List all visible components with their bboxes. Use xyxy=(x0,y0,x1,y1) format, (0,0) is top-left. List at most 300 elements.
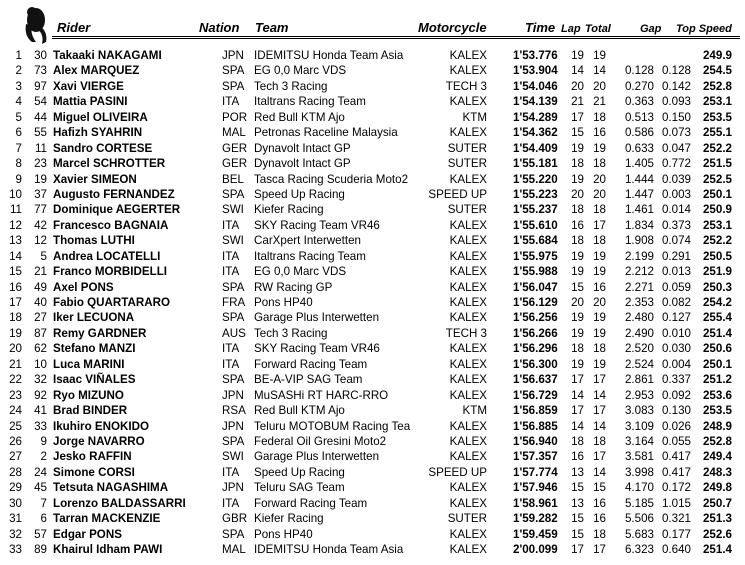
cell-pos: 28 xyxy=(9,465,22,479)
header-time: Time xyxy=(525,20,556,35)
cell-moto: KALEX xyxy=(449,218,487,232)
table-row xyxy=(0,280,745,295)
cell-team: Dynavolt Intact GP xyxy=(254,157,351,171)
cell-tot: 19 xyxy=(593,141,606,155)
cell-gap: 1.444 xyxy=(624,172,654,186)
cell-moto: KTM xyxy=(462,404,487,418)
table-row xyxy=(0,542,745,557)
cell-time: 1'55.181 xyxy=(513,157,558,171)
cell-moto: TECH 3 xyxy=(445,79,487,93)
cell-rider: Remy GARDNER xyxy=(53,326,147,340)
cell-tot: 19 xyxy=(593,265,606,279)
cell-time: 1'56.859 xyxy=(513,404,558,418)
cell-gap: 2.861 xyxy=(624,373,654,387)
cell-lap: 14 xyxy=(571,388,584,402)
cell-time: 1'57.946 xyxy=(513,481,558,495)
cell-nat: SPA xyxy=(222,373,245,387)
cell-speed: 250.3 xyxy=(702,280,732,294)
cell-gap2: 0.092 xyxy=(661,388,691,402)
cell-num: 6 xyxy=(40,512,47,526)
cell-num: 30 xyxy=(34,49,47,62)
cell-team: Tech 3 Racing xyxy=(254,326,328,340)
cell-lap: 13 xyxy=(571,465,584,479)
cell-rider: Tetsuta NAGASHIMA xyxy=(53,481,169,495)
cell-gap2: 0.004 xyxy=(661,357,691,371)
cell-time: 1'58.961 xyxy=(513,496,558,510)
cell-gap: 3.164 xyxy=(624,434,654,448)
cell-gap: 1.447 xyxy=(624,187,654,201)
cell-lap: 13 xyxy=(571,496,584,510)
cell-time: 1'54.289 xyxy=(513,110,558,124)
cell-pos: 32 xyxy=(9,527,22,541)
cell-rider: Isaac VIÑALES xyxy=(53,373,136,387)
cell-time: 2'00.099 xyxy=(513,543,558,556)
cell-gap: 5.185 xyxy=(624,496,654,510)
cell-speed: 251.4 xyxy=(702,326,732,340)
cell-gap: 1.461 xyxy=(624,203,654,217)
cell-gap: 5.506 xyxy=(624,512,654,526)
cell-rider: Thomas LUTHI xyxy=(53,234,135,248)
cell-tot: 17 xyxy=(593,373,606,387)
cell-speed: 253.5 xyxy=(702,110,732,124)
cell-time: 1'53.776 xyxy=(513,49,558,62)
table-row xyxy=(0,187,745,202)
cell-gap2: 0.128 xyxy=(661,64,691,78)
cell-num: 2 xyxy=(40,450,47,464)
cell-pos: 15 xyxy=(9,265,22,279)
cell-gap: 2.490 xyxy=(624,326,654,340)
cell-pos: 29 xyxy=(9,481,22,495)
cell-num: 57 xyxy=(34,527,47,541)
cell-gap: 5.683 xyxy=(624,527,654,541)
cell-time: 1'56.637 xyxy=(513,373,558,387)
cell-time: 1'54.409 xyxy=(513,141,558,155)
cell-gap: 2.524 xyxy=(624,357,654,371)
cell-speed: 248.3 xyxy=(702,465,732,479)
cell-rider: Axel PONS xyxy=(53,280,114,294)
table-row xyxy=(0,341,745,356)
cell-lap: 19 xyxy=(571,326,584,340)
cell-lap: 15 xyxy=(571,126,584,140)
cell-tot: 19 xyxy=(593,357,606,371)
cell-gap: 3.581 xyxy=(624,450,654,464)
cell-moto: KALEX xyxy=(449,249,487,263)
cell-gap2: 0.172 xyxy=(661,481,691,495)
cell-gap: 0.363 xyxy=(624,95,654,109)
cell-gap2: 0.047 xyxy=(661,141,691,155)
cell-lap: 15 xyxy=(571,527,584,541)
cell-num: 54 xyxy=(34,95,47,109)
cell-moto: KALEX xyxy=(449,296,487,309)
cell-moto: KALEX xyxy=(449,311,487,325)
cell-gap: 0.270 xyxy=(624,79,654,93)
cell-rider: Dominique AEGERTER xyxy=(53,203,181,217)
cell-nat: FRA xyxy=(222,296,246,309)
cell-team: SKY Racing Team VR46 xyxy=(254,342,380,356)
cell-speed: 251.4 xyxy=(702,543,732,556)
cell-nat: RSA xyxy=(222,404,246,418)
cell-rider: Xavi VIERGE xyxy=(53,79,124,93)
cell-num: 23 xyxy=(34,157,47,171)
cell-pos: 18 xyxy=(9,311,22,325)
cell-tot: 17 xyxy=(593,404,606,418)
table-row xyxy=(0,94,745,109)
cell-tot: 18 xyxy=(593,110,606,124)
cell-num: 73 xyxy=(34,64,47,78)
cell-time: 1'56.940 xyxy=(513,434,558,448)
cell-tot: 18 xyxy=(593,234,606,248)
cell-num: 21 xyxy=(34,265,47,279)
cell-team: IDEMITSU Honda Team Asia xyxy=(254,543,404,556)
cell-moto: KALEX xyxy=(449,342,487,356)
cell-rider: Iker LECUONA xyxy=(53,311,135,325)
cell-team: Red Bull KTM Ajo xyxy=(254,110,345,124)
cell-lap: 21 xyxy=(571,95,584,109)
cell-num: 45 xyxy=(34,481,47,495)
cell-team: BE-A-VIP SAG Team xyxy=(254,373,363,387)
table-row xyxy=(0,233,745,248)
cell-pos: 27 xyxy=(9,450,22,464)
cell-lap: 18 xyxy=(571,203,584,217)
cell-team: Tech 3 Racing xyxy=(254,79,328,93)
cell-lap: 17 xyxy=(571,373,584,387)
cell-time: 1'55.975 xyxy=(513,249,558,263)
cell-nat: MAL xyxy=(222,126,246,140)
cell-num: 12 xyxy=(34,234,47,248)
cell-num: 42 xyxy=(34,218,47,232)
table-row xyxy=(0,63,745,78)
cell-gap: 2.953 xyxy=(624,388,654,402)
cell-rider: Francesco BAGNAIA xyxy=(53,218,169,232)
table-row xyxy=(0,511,745,526)
cell-lap: 16 xyxy=(571,218,584,232)
cell-tot: 16 xyxy=(593,512,606,526)
cell-team: Speed Up Racing xyxy=(254,187,345,201)
cell-gap: 1.834 xyxy=(624,218,654,232)
cell-team: Forward Racing Team xyxy=(254,496,368,510)
header-motorcycle: Motorcycle xyxy=(418,20,487,35)
cell-lap: 18 xyxy=(571,434,584,448)
cell-gap: 2.199 xyxy=(624,249,654,263)
cell-gap2: 0.013 xyxy=(661,265,691,279)
cell-time: 1'56.129 xyxy=(513,296,558,309)
cell-time: 1'59.282 xyxy=(513,512,558,526)
table-row xyxy=(0,357,745,372)
cell-lap: 19 xyxy=(571,311,584,325)
cell-team: Garage Plus Interwetten xyxy=(254,311,380,325)
cell-gap2: 0.142 xyxy=(661,79,691,93)
cell-gap2: 0.055 xyxy=(661,434,691,448)
cell-time: 1'55.684 xyxy=(513,234,558,248)
cell-lap: 17 xyxy=(571,110,584,124)
cell-team: Federal Oil Gresini Moto2 xyxy=(254,434,387,448)
header-divider-secondary xyxy=(52,38,740,39)
results-table xyxy=(0,48,745,557)
cell-moto: KALEX xyxy=(449,234,487,248)
cell-moto: SUTER xyxy=(447,157,487,171)
cell-rider: Miguel OLIVEIRA xyxy=(53,110,148,124)
cell-team: Pons HP40 xyxy=(254,527,313,541)
cell-nat: MAL xyxy=(222,543,246,556)
cell-lap: 15 xyxy=(571,280,584,294)
cell-tot: 17 xyxy=(593,218,606,232)
cell-gap: 1.908 xyxy=(624,234,654,248)
table-row xyxy=(0,264,745,279)
cell-nat: SWI xyxy=(222,450,244,464)
cell-gap: 4.170 xyxy=(624,481,654,495)
cell-num: 19 xyxy=(34,172,47,186)
cell-time: 1'56.296 xyxy=(513,342,558,356)
header-total: Total xyxy=(585,23,611,35)
cell-speed: 251.5 xyxy=(702,157,732,171)
cell-speed: 253.6 xyxy=(702,388,732,402)
cell-pos: 20 xyxy=(9,342,22,356)
cell-time: 1'55.610 xyxy=(513,218,558,232)
cell-lap: 20 xyxy=(571,79,584,93)
cell-rider: Khairul Idham PAWI xyxy=(53,543,163,556)
header-gap: Gap xyxy=(640,23,662,35)
cell-num: 11 xyxy=(34,141,47,155)
cell-time: 1'54.139 xyxy=(513,95,558,109)
cell-gap2: 0.039 xyxy=(661,172,691,186)
cell-team: Petronas Raceline Malaysia xyxy=(254,126,398,140)
table-row xyxy=(0,419,745,434)
cell-lap: 19 xyxy=(571,249,584,263)
cell-team: MuSASHi RT HARC-RRO xyxy=(254,388,389,402)
cell-num: 24 xyxy=(34,465,47,479)
cell-nat: SWI xyxy=(222,234,244,248)
cell-speed: 250.6 xyxy=(702,342,732,356)
header-top-speed: Top Speed xyxy=(676,23,732,35)
cell-num: 92 xyxy=(34,388,47,402)
table-row xyxy=(0,403,745,418)
cell-pos: 3 xyxy=(15,79,22,93)
cell-team: Dynavolt Intact GP xyxy=(254,141,351,155)
cell-rider: Lorenzo BALDASSARRI xyxy=(53,496,186,510)
cell-team: Teluru MOTOBUM Racing Tea xyxy=(254,419,411,433)
cell-gap2: 0.417 xyxy=(661,465,691,479)
cell-speed: 255.4 xyxy=(702,311,732,325)
cell-pos: 9 xyxy=(15,172,22,186)
cell-team: Kiefer Racing xyxy=(254,512,324,526)
cell-pos: 33 xyxy=(9,543,22,556)
cell-num: 77 xyxy=(34,203,47,217)
cell-rider: Tarran MACKENZIE xyxy=(53,512,161,526)
cell-moto: KALEX xyxy=(449,357,487,371)
cell-moto: KALEX xyxy=(449,280,487,294)
cell-pos: 22 xyxy=(9,373,22,387)
cell-pos: 4 xyxy=(15,95,22,109)
cell-tot: 18 xyxy=(593,434,606,448)
cell-gap: 1.405 xyxy=(624,157,654,171)
cell-gap: 0.128 xyxy=(624,64,654,78)
cell-gap: 2.520 xyxy=(624,342,654,356)
cell-nat: ITA xyxy=(222,342,240,356)
cell-speed: 252.2 xyxy=(702,234,732,248)
cell-moto: KALEX xyxy=(449,265,487,279)
cell-pos: 13 xyxy=(9,234,22,248)
cell-moto: KALEX xyxy=(449,126,487,140)
cell-num: 7 xyxy=(40,496,47,510)
cell-pos: 31 xyxy=(9,512,22,526)
table-row xyxy=(0,496,745,511)
cell-gap2: 0.059 xyxy=(661,280,691,294)
cell-tot: 20 xyxy=(593,79,606,93)
cell-team: Tasca Racing Scuderia Moto2 xyxy=(254,172,409,186)
cell-rider: Marcel SCHROTTER xyxy=(53,157,166,171)
cell-num: 33 xyxy=(34,419,47,433)
cell-moto: KALEX xyxy=(449,450,487,464)
cell-rider: Ryo MIZUNO xyxy=(53,388,124,402)
cell-tot: 19 xyxy=(593,326,606,340)
cell-lap: 14 xyxy=(571,419,584,433)
cell-pos: 1 xyxy=(15,49,22,62)
header-rider: Rider xyxy=(57,20,91,35)
cell-nat: GER xyxy=(222,157,248,171)
cell-team: Teluru SAG Team xyxy=(254,481,345,495)
cell-gap: 2.212 xyxy=(624,265,654,279)
cell-nat: SPA xyxy=(222,311,245,325)
cell-nat: GER xyxy=(222,141,248,155)
cell-pos: 21 xyxy=(9,357,22,371)
cell-nat: JPN xyxy=(222,49,244,62)
cell-speed: 249.9 xyxy=(702,49,732,62)
cell-speed: 250.7 xyxy=(702,496,732,510)
table-row xyxy=(0,48,745,63)
cell-time: 1'56.729 xyxy=(513,388,558,402)
cell-moto: KTM xyxy=(462,110,487,124)
cell-rider: Xavier SIMEON xyxy=(53,172,137,186)
header-team: Team xyxy=(255,20,289,35)
cell-lap: 18 xyxy=(571,342,584,356)
cell-time: 1'54.046 xyxy=(513,79,558,93)
header-nation: Nation xyxy=(199,20,240,35)
cell-num: 9 xyxy=(40,434,47,448)
header-lap: Lap xyxy=(561,23,581,35)
cell-nat: AUS xyxy=(222,326,246,340)
cell-nat: SPA xyxy=(222,79,245,93)
cell-pos: 24 xyxy=(9,404,22,418)
table-row xyxy=(0,141,745,156)
table-row xyxy=(0,156,745,171)
cell-team: Garage Plus Interwetten xyxy=(254,450,380,464)
cell-gap2: 0.127 xyxy=(661,311,691,325)
cell-team: Italtrans Racing Team xyxy=(254,249,366,263)
cell-tot: 19 xyxy=(593,311,606,325)
cell-tot: 16 xyxy=(593,280,606,294)
cell-rider: Hafizh SYAHRIN xyxy=(53,126,143,140)
cell-tot: 20 xyxy=(593,187,606,201)
cell-moto: KALEX xyxy=(449,373,487,387)
cell-lap: 19 xyxy=(571,172,584,186)
table-row xyxy=(0,480,745,495)
cell-gap2: 0.291 xyxy=(661,249,691,263)
cell-pos: 10 xyxy=(9,187,22,201)
cell-time: 1'57.774 xyxy=(513,465,558,479)
cell-time: 1'55.223 xyxy=(513,187,558,201)
cell-speed: 253.1 xyxy=(702,95,732,109)
cell-moto: KALEX xyxy=(449,527,487,541)
cell-nat: ITA xyxy=(222,465,240,479)
cell-rider: Andrea LOCATELLI xyxy=(53,249,161,263)
cell-pos: 30 xyxy=(9,496,22,510)
cell-lap: 17 xyxy=(571,404,584,418)
cell-moto: KALEX xyxy=(449,496,487,510)
cell-speed: 252.8 xyxy=(702,434,732,448)
cell-speed: 252.2 xyxy=(702,141,732,155)
cell-num: 32 xyxy=(34,373,47,387)
cell-pos: 6 xyxy=(15,126,22,140)
cell-time: 1'55.220 xyxy=(513,172,558,186)
cell-rider: Jesko RAFFIN xyxy=(53,450,132,464)
cell-tot: 20 xyxy=(593,172,606,186)
cell-nat: ITA xyxy=(222,218,240,232)
cell-tot: 18 xyxy=(593,342,606,356)
cell-rider: Edgar PONS xyxy=(53,527,122,541)
table-row xyxy=(0,449,745,464)
cell-gap2: 1.015 xyxy=(661,496,691,510)
cell-num: 37 xyxy=(34,187,47,201)
cell-tot: 19 xyxy=(593,249,606,263)
cell-team: EG 0,0 Marc VDS xyxy=(254,64,347,78)
cell-pos: 26 xyxy=(9,434,22,448)
cell-lap: 18 xyxy=(571,157,584,171)
table-row xyxy=(0,295,745,310)
cell-num: 27 xyxy=(34,311,47,325)
cell-time: 1'54.362 xyxy=(513,126,558,140)
cell-team: Pons HP40 xyxy=(254,296,313,309)
cell-time: 1'55.237 xyxy=(513,203,558,217)
cell-gap: 2.271 xyxy=(624,280,654,294)
cell-time: 1'56.266 xyxy=(513,326,558,340)
table-row xyxy=(0,110,745,125)
cell-num: 10 xyxy=(34,357,47,371)
cell-rider: Mattia PASINI xyxy=(53,95,128,109)
cell-moto: SUTER xyxy=(447,141,487,155)
cell-moto: SPEED UP xyxy=(428,465,487,479)
cell-tot: 17 xyxy=(593,543,606,556)
cell-nat: SPA xyxy=(222,434,245,448)
cell-moto: TECH 3 xyxy=(445,326,487,340)
cell-team: Red Bull KTM Ajo xyxy=(254,404,345,418)
cell-pos: 2 xyxy=(15,64,22,78)
cell-nat: ITA xyxy=(222,496,240,510)
cell-gap: 3.109 xyxy=(624,419,654,433)
cell-rider: Augusto FERNANDEZ xyxy=(53,187,175,201)
cell-time: 1'59.459 xyxy=(513,527,558,541)
cell-rider: Franco MORBIDELLI xyxy=(53,265,168,279)
cell-lap: 15 xyxy=(571,512,584,526)
cell-gap: 0.586 xyxy=(624,126,654,140)
table-row xyxy=(0,125,745,140)
table-row xyxy=(0,79,745,94)
cell-gap2: 0.074 xyxy=(661,234,691,248)
cell-tot: 14 xyxy=(593,64,606,78)
cell-tot: 18 xyxy=(593,527,606,541)
cell-team: EG 0,0 Marc VDS xyxy=(254,265,347,279)
cell-gap2: 0.640 xyxy=(661,543,691,556)
cell-speed: 252.8 xyxy=(702,79,732,93)
table-row xyxy=(0,249,745,264)
cell-team: Speed Up Racing xyxy=(254,465,345,479)
cell-pos: 25 xyxy=(9,419,22,433)
cell-gap2: 0.150 xyxy=(661,110,691,124)
cell-tot: 14 xyxy=(593,465,606,479)
table-row xyxy=(0,202,745,217)
cell-moto: KALEX xyxy=(449,434,487,448)
cell-moto: KALEX xyxy=(449,543,487,556)
cell-gap2: 0.417 xyxy=(661,450,691,464)
